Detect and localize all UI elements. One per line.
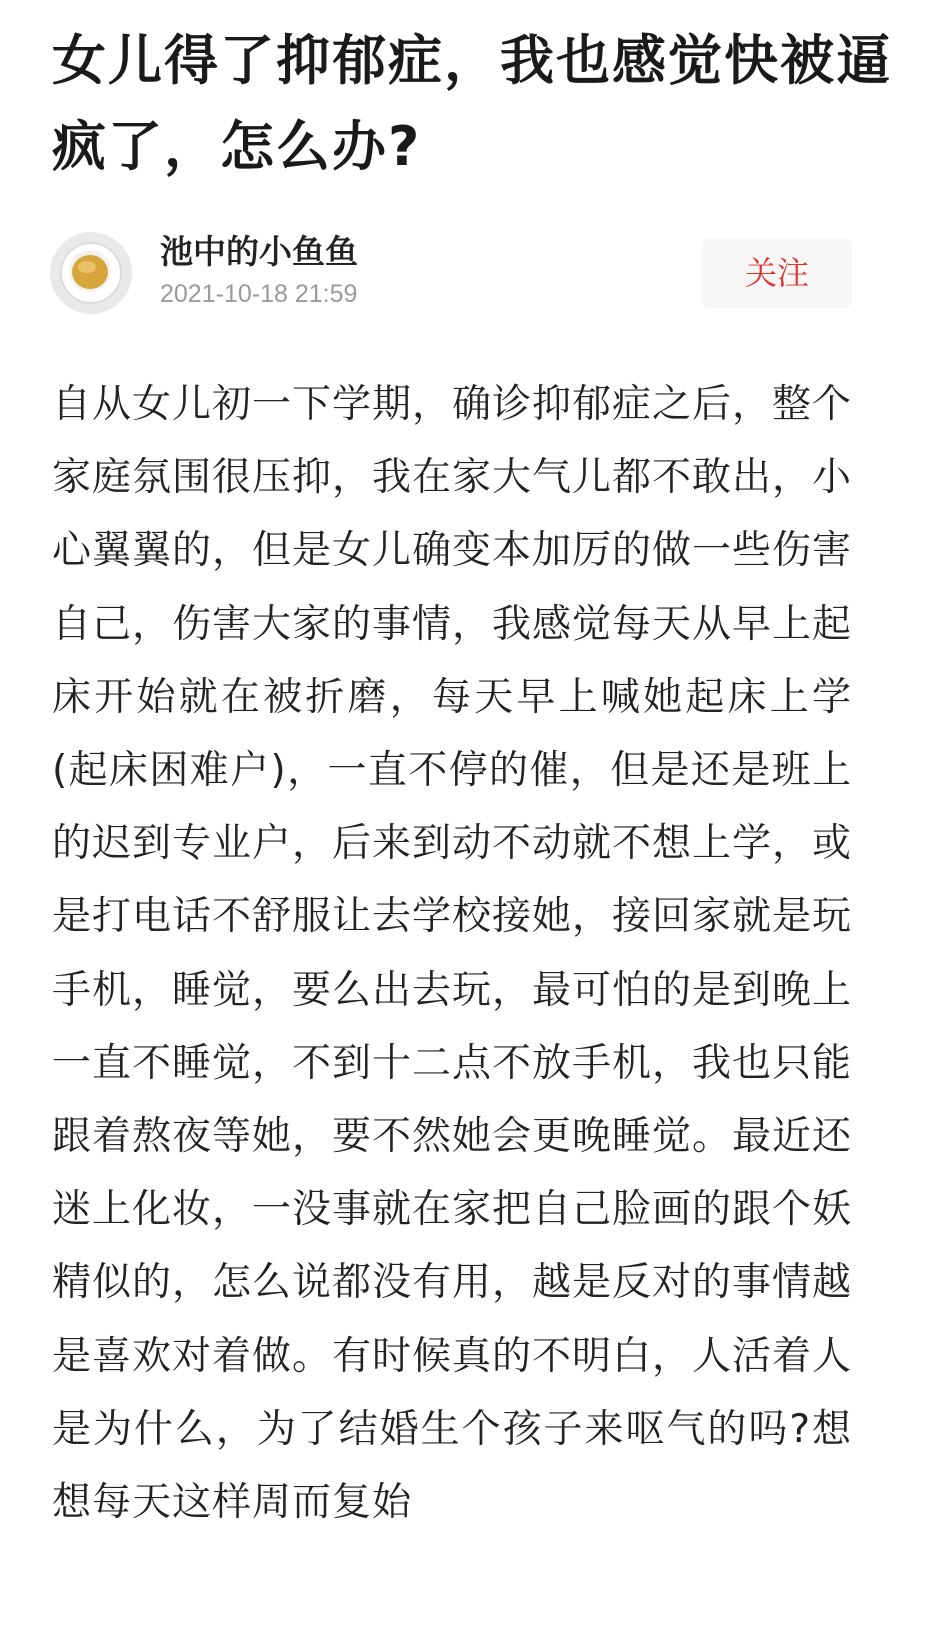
post-timestamp: 2021-10-18 21:59	[160, 280, 358, 308]
article-title: 女儿得了抑郁症，我也感觉快被逼疯了，怎么办?	[52, 29, 892, 178]
article-body: 自从女儿初一下学期，确诊抑郁症之后，整个家庭氛围很压抑，我在家大气儿都不敢出，小心翼翼的，但是女儿确变本加厉的做一些伤害自己，伤害大家的事情，我感觉每天从早上起床开始就在被折磨，每天早上喊她起床上学(起床困难户)，一直不停的催，但是还是班上的迟到专业户，后来到动不动就不想上学，或是打电话不舒服让去学校接她，接回家就是玩手机，睡觉，要么出去玩，最可怕的是到晚上一直不睡觉，不到十二点不放手机，我也只能跟着熬夜等她，要不然她会更晚睡觉。最近还迷上化妆，一没事就在家把自己脸画的跟个妖精似的，怎么说都没有用，越是反对的事情越是喜欢对着做。有时候真的不明白，人活着人是为什么，为了结婚生个孩子来呕气的吗?想想每天这样周而复始	[52, 382, 853, 1526]
follow-button[interactable]: 关注	[702, 238, 852, 308]
tea-cup-icon	[50, 232, 132, 314]
author-avatar[interactable]	[50, 232, 132, 314]
author-row	[0, 232, 945, 322]
author-name[interactable]: 池中的小鱼鱼	[160, 232, 358, 271]
